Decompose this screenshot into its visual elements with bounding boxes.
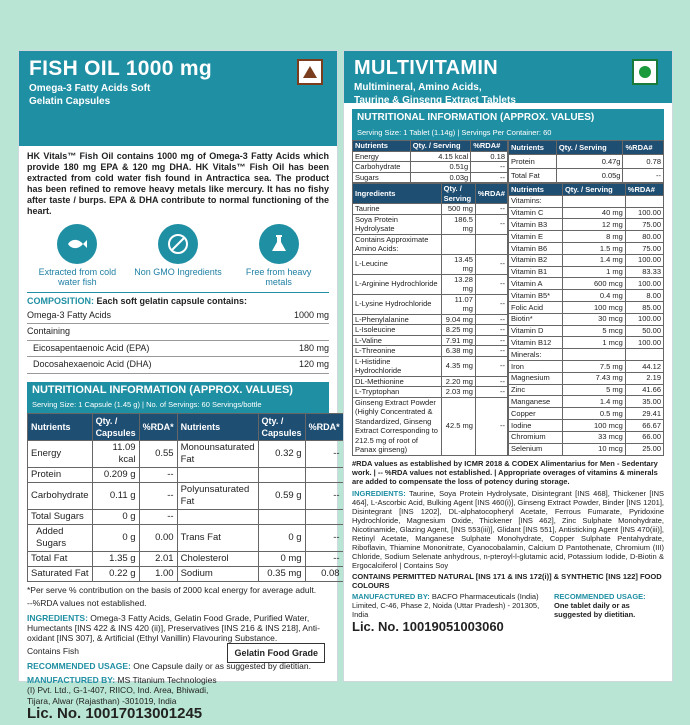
table-cell: 0.55 <box>139 440 177 467</box>
table-row <box>509 419 664 431</box>
table-row <box>509 313 664 325</box>
table-cell: Vitamin C <box>509 207 563 219</box>
table-cell: -- <box>475 346 507 357</box>
table-cell: 0 g <box>258 524 305 551</box>
table-cell <box>258 467 305 482</box>
fish-oil-serving-info: Serving Size: 1 Capsule (1.45 g) | No. of Servings: 60 Servings/bottle <box>27 399 329 413</box>
table-cell: 4.15 kcal <box>410 151 470 162</box>
table-cell: Sodium <box>177 566 258 581</box>
table-cell: Magnesium <box>509 372 563 384</box>
table-cell: Energy <box>353 151 411 162</box>
table-row <box>509 396 664 408</box>
table-cell: 0.59 g <box>258 482 305 509</box>
table-cell: 0.11 g <box>92 482 139 509</box>
table-cell: -- <box>475 335 507 346</box>
fish-oil-manufacturer: MANUFACTURED BY: MS Titanium Technologies (I) Pvt. Ltd., G-1-407, RIICO, Ind. Area, Bhiwadi, Tijara, Alwar (Rajasthan) -301019, India <box>27 674 217 706</box>
table-row <box>509 254 664 266</box>
table-cell: Vitamin B2 <box>509 254 563 266</box>
table-row <box>509 169 664 183</box>
table-cell: -- <box>475 356 507 376</box>
table-row <box>509 337 664 349</box>
table-cell: 0.4 mg <box>562 290 625 302</box>
table-cell: 35.00 <box>625 396 663 408</box>
table-cell: 12 mg <box>562 219 625 231</box>
multivitamin-panel <box>343 50 673 682</box>
table-cell: Total Fat <box>28 551 93 566</box>
multivitamin-top-table: Nutrients Qty. / Serving %RDA# Energy 4.15 kcal 0.18 Carbohydrate 0.51g -- Sugars 0.03g -- Nutrients Qty. / Serving %RDA# Protein 0.47g 0.78 Total Fat 0.05g -- <box>352 140 664 183</box>
multivitamin-title: MULTIVITAMIN <box>354 57 498 79</box>
table-row <box>28 482 344 509</box>
table-cell <box>177 467 258 482</box>
table-cell: L-Valine <box>353 335 442 346</box>
table-cell: Vitamin B5* <box>509 290 563 302</box>
table-cell: Chromium <box>509 431 563 443</box>
table-cell: 0.00 <box>139 524 177 551</box>
fish-oil-intro: HK Vitals™ Fish Oil contains 1000 mg of Omega-3 Fatty Acids which provide 180 mg EPA & 120 mg DHA. HK Vitals™ Fish Oil has been extracted from cold water fish found in Antractica sea. The product has been refined to remove heavy metals like mercury. It has no fishy after taste / burps. EPA & DHA contribute to normal functioning of the heart. <box>27 151 329 216</box>
feature-label: Free from heavy metals <box>245 267 312 287</box>
table-cell: -- <box>305 551 343 566</box>
table-row <box>353 314 508 325</box>
table-row <box>353 151 508 162</box>
table-cell: Added Sugars <box>28 524 93 551</box>
table-cell: Selenium <box>509 443 563 455</box>
table-row <box>509 349 664 361</box>
feature-heavy-metals <box>235 224 323 287</box>
table-cell: -- <box>475 325 507 336</box>
table-cell: Contains Approximate Amino Acids: <box>353 234 442 254</box>
table-row <box>353 234 508 254</box>
table-cell <box>562 349 625 361</box>
table-cell <box>475 234 507 254</box>
table-cell: -- <box>475 387 507 398</box>
multivitamin-colours: CONTAINS PERMITTED NATURAL [INS 171 & INS 172(i)] & SYNTHETIC [INS 122] FOOD COLOURS <box>352 571 662 590</box>
table-cell: 1.35 g <box>92 551 139 566</box>
table-row <box>353 356 508 376</box>
table-cell: 0.209 g <box>92 467 139 482</box>
multivitamin-subtitle-2: Taurine & Ginseng Extract Tablets <box>354 95 516 106</box>
table-row <box>353 254 508 274</box>
table-cell: DL-Methionine <box>353 376 442 387</box>
table-cell: 100.00 <box>625 278 663 290</box>
table-cell: 6.38 mg <box>441 346 475 357</box>
rda-note: *Per serve % contribution on the basis of 2000 kcal energy for average adult. <box>27 584 317 595</box>
table-row <box>509 207 664 219</box>
table-cell: 9.04 mg <box>441 314 475 325</box>
table-cell: 0.78 <box>623 155 664 169</box>
table-cell: 5 mcg <box>562 325 625 337</box>
table-cell: -- <box>623 169 664 183</box>
table-cell: Vitamin B6 <box>509 242 563 254</box>
table-row <box>509 384 664 396</box>
table-cell: 100 mcg <box>562 419 625 431</box>
table-cell: 11.09 kcal <box>92 440 139 467</box>
table-cell <box>625 195 663 207</box>
feature-cold-water <box>33 224 121 287</box>
table-row <box>28 524 344 551</box>
table-cell: -- <box>475 397 507 455</box>
table-cell: 0 g <box>92 509 139 524</box>
table-cell: 100.00 <box>625 207 663 219</box>
multivitamin-main-table: Ingredients Qty. / Serving %RDA# Taurine 500 mg -- Soya Protein Hydrolysate 186.5 mg -- Contains Approximate Amino Acids: L-Leucine 13.45 mg -- L-Arginine Hydrochloride 13.28 mg -- L-Lysine Hydrochloride 11.07 mg -- L-Phenylalanine 9.04 mg -- L-Isoleucine 8.25 mg -- L-Valine 7.91 mg -- L-Threonine 6.38 mg -- L-Histidine Hydrochloride 4.35 mg -- DL-Methionine 2.20 mg -- L-Tryptophan 2.03 mg -- Ginseng Extract Powder (Highly Concentrated & Standardized, Ginseng Extract Corresponding to 212.5 mg of root of Panax ginseng) 42.5 mg -- Nutrients Qty. / Serving %RDA# Vitamins: Vitamin C 40 mg 100.00 Vitamin B3 12 mg 75.00 Vitamin E 8 mg 80.00 Vitamin B6 1.5 mg 75.00 Vitamin B2 1.4 mg 100.00 Vitamin B1 1 mg 83.33 Vitamin A 600 mcg 100.00 Vitamin B5* 0.4 mg 8.00 Folic Acid 100 mcg 85.00 Biotin* 30 mcg 100.00 Vitamin D 5 mcg 50.00 Vitamin B12 1 mcg 100.00 Minerals: Iron 7.5 mg 44.12 Magnesium 7.43 mg 2.19 Zinc 5 mg 41.66 Manganese 1.4 mg 35.00 Copper 0.5 mg 29.41 Iodine 100 mcg 66.67 Chromium 33 mcg 66.00 Selenium 10 mcg 25.00 <box>352 183 664 456</box>
table-cell: 7.43 mg <box>562 372 625 384</box>
table-row <box>509 278 664 290</box>
table-cell: L-Lysine Hydrochloride <box>353 294 442 314</box>
fish-oil-contains: Contains Fish <box>27 645 79 656</box>
table-cell: Vitamins: <box>509 195 563 207</box>
table-row <box>509 266 664 278</box>
table-row <box>28 467 344 482</box>
table-cell: -- <box>305 440 343 467</box>
table-cell: 13.45 mg <box>441 254 475 274</box>
table-cell: 40 mg <box>562 207 625 219</box>
table-cell: 2.03 mg <box>441 387 475 398</box>
table-row <box>353 387 508 398</box>
table-cell: 0 g <box>92 524 139 551</box>
table-cell: Total Fat <box>509 169 557 183</box>
table-cell: 8 mg <box>562 231 625 243</box>
table-cell: Protein <box>509 155 557 169</box>
table-cell: Biotin* <box>509 313 563 325</box>
table-cell: Saturated Fat <box>28 566 93 581</box>
table-cell: 44.12 <box>625 360 663 372</box>
table-row <box>353 204 508 215</box>
composition-list <box>27 308 329 374</box>
table-cell: 85.00 <box>625 301 663 313</box>
table-cell: 4.35 mg <box>441 356 475 376</box>
table-row <box>353 274 508 294</box>
table-cell: -- <box>475 204 507 215</box>
table-cell: Folic Acid <box>509 301 563 313</box>
table-cell: Vitamin B3 <box>509 219 563 231</box>
table-row <box>509 219 664 231</box>
table-cell: L-Tryptophan <box>353 387 442 398</box>
multivitamin-nutrition-title: NUTRITIONAL INFORMATION (APPROX. VALUES) <box>352 109 664 127</box>
table-row <box>509 155 664 169</box>
table-row <box>509 325 664 337</box>
table-cell: -- <box>471 162 508 173</box>
table-cell: 83.33 <box>625 266 663 278</box>
rda-note-2: --%RDA values not established. <box>27 597 147 608</box>
fish-oil-subtitle-1: Omega-3 Fatty Acids Soft <box>29 83 151 94</box>
table-cell: -- <box>475 274 507 294</box>
table-cell: 41.66 <box>625 384 663 396</box>
table-row <box>353 397 508 455</box>
table-cell: 500 mg <box>441 204 475 215</box>
table-cell: 11.07 mg <box>441 294 475 314</box>
table-cell: L-Isoleucine <box>353 325 442 336</box>
table-cell: 2.20 mg <box>441 376 475 387</box>
multivitamin-header <box>344 51 672 106</box>
table-cell: Carbohydrate <box>28 482 93 509</box>
composition-row: Docosahexaenoic Acid (DHA) 120 mg <box>27 357 329 374</box>
table-cell: Soya Protein Hydrolysate <box>353 214 442 234</box>
table-cell: Sugars <box>353 172 411 183</box>
table-cell: Protein <box>28 467 93 482</box>
table-cell: Vitamin A <box>509 278 563 290</box>
table-cell: -- <box>305 482 343 509</box>
table-cell: -- <box>305 524 343 551</box>
table-cell: Iron <box>509 360 563 372</box>
composition-label: COMPOSITION: <box>27 296 94 306</box>
table-cell: 1.4 mg <box>562 254 625 266</box>
table-cell: Trans Fat <box>177 524 258 551</box>
fish-oil-nutrition-title: NUTRITIONAL INFORMATION (APPROX. VALUES) <box>27 382 329 400</box>
table-cell: -- <box>475 214 507 234</box>
table-cell: 75.00 <box>625 242 663 254</box>
table-row <box>509 431 664 443</box>
gmo-icon <box>158 224 198 264</box>
table-cell: 0.18 <box>471 151 508 162</box>
table-cell: Vitamin D <box>509 325 563 337</box>
table-cell: 2.19 <box>625 372 663 384</box>
table-row <box>509 360 664 372</box>
fish-oil-license: Lic. No. 10017013001245 <box>27 705 203 722</box>
table-cell: -- <box>471 172 508 183</box>
table-row <box>28 509 344 524</box>
table-cell: 1 mg <box>562 266 625 278</box>
table-cell: 100.00 <box>625 337 663 349</box>
table-cell <box>441 234 475 254</box>
table-cell: 600 mcg <box>562 278 625 290</box>
table-row <box>353 294 508 314</box>
fish-oil-title: FISH OIL 1000 mg <box>29 57 212 80</box>
table-cell: L-Arginine Hydrochloride <box>353 274 442 294</box>
table-cell: -- <box>475 254 507 274</box>
table-cell: 8.25 mg <box>441 325 475 336</box>
table-cell: Vitamin B12 <box>509 337 563 349</box>
flask-icon <box>259 224 299 264</box>
table-cell: -- <box>475 314 507 325</box>
multivitamin-license: Lic. No. 10019051003060 <box>352 618 504 634</box>
table-cell: -- <box>139 482 177 509</box>
table-cell: 66.00 <box>625 431 663 443</box>
table-cell: Polyunsaturated Fat <box>177 482 258 509</box>
table-row <box>509 408 664 420</box>
composition-row: Omega-3 Fatty Acids 1000 mg <box>27 308 329 325</box>
table-cell: 50.00 <box>625 325 663 337</box>
table-row <box>509 372 664 384</box>
table-cell: 1 mcg <box>562 337 625 349</box>
table-cell: 186.5 mg <box>441 214 475 234</box>
feature-icons <box>27 224 329 287</box>
table-row <box>509 242 664 254</box>
table-cell: 25.00 <box>625 443 663 455</box>
table-cell: 1.5 mg <box>562 242 625 254</box>
table-cell: 13.28 mg <box>441 274 475 294</box>
fish-oil-header <box>19 51 337 146</box>
table-cell: 33 mcg <box>562 431 625 443</box>
table-row <box>28 551 344 566</box>
table-cell <box>258 509 305 524</box>
table-cell: 100.00 <box>625 254 663 266</box>
table-cell: 100.00 <box>625 313 663 325</box>
table-row <box>509 301 664 313</box>
table-cell: 2.01 <box>139 551 177 566</box>
table-cell <box>305 509 343 524</box>
table-cell: Vitamin B1 <box>509 266 563 278</box>
table-row <box>353 325 508 336</box>
fish-oil-subtitle-2: Gelatin Capsules <box>29 96 111 107</box>
table-cell: 0.51g <box>410 162 470 173</box>
fish-oil-usage: RECOMMENDED USAGE: One Capsule daily or as suggested by dietitian. <box>27 660 311 671</box>
fish-icon <box>57 224 97 264</box>
table-row <box>353 162 508 173</box>
fish-oil-panel <box>18 50 340 722</box>
table-cell: 10 mcg <box>562 443 625 455</box>
table-cell: Copper <box>509 408 563 420</box>
table-cell: 0 mg <box>258 551 305 566</box>
table-cell: Taurine <box>353 204 442 215</box>
table-cell: -- <box>475 294 507 314</box>
table-cell: 80.00 <box>625 231 663 243</box>
table-cell: L-Leucine <box>353 254 442 274</box>
table-cell: Iodine <box>509 419 563 431</box>
table-row <box>509 231 664 243</box>
table-cell: Total Sugars <box>28 509 93 524</box>
table-cell: 0.5 mg <box>562 408 625 420</box>
table-cell: 1.4 mg <box>562 396 625 408</box>
multivitamin-ingredients: INGREDIENTS: Taurine, Soya Protein Hydrolysate, Disintegrant [INS 468], Thickener [INS 464], L-Ascorbic Acid, Bulking Agent [INS 460(i)], Ginseng Extract Powder, Binder [INS 1201], Disintegrant [INS 1202], DL-alphatocopheryl Acetate, Ferrous Fumarate, Pyridoxine Hydrochloride, Magnesium Oxide, Thickener [INS 462], Zinc Sulphate Monohydrate, Nicotinamide, Glazing Agent, [INS 553(iii)], Glidant [INS 551], Antisticking Agent [INS 470(iii)], Retinyl Acetate, Manganese Sulphate Monohydrate, Copper Sulphate Pentahydrate, Riboflavin, Thiamine Mononitrate, Cyanocobalamin, Calcium D Pantothenate, Chromium (III) Chloride, Sodium Selenate anhydrous, n-pteroyl-l-glutamic acid, Potassium Iodide, D-Biotin & Ergocalciferol | Contains Soy <box>352 488 664 570</box>
fish-oil-nutrition-table: Nutrients Qty. / Capsules %RDA* Nutrients Qty. / Capsules %RDA* Energy 11.09 kcal 0.55 Monounsaturated Fat 0.32 g -- Protein 0.209 g -- Carbohydrate 0.11 g -- Polyunsaturated Fat 0.59 g -- Total Sugars 0 g -- Added Sugars 0 g 0.00 Trans Fat 0 g -- Total Fat 1.35 g 2.01 Cholesterol 0 mg -- Saturated Fat 0.22 g 1.00 Sodium 0.35 mg 0.08 <box>27 413 344 582</box>
table-cell: L-Threonine <box>353 346 442 357</box>
table-cell: Monounsaturated Fat <box>177 440 258 467</box>
table-row <box>353 376 508 387</box>
table-cell: Vitamin E <box>509 231 563 243</box>
table-cell: 0.35 mg <box>258 566 305 581</box>
table-cell: 66.67 <box>625 419 663 431</box>
table-cell: 100 mcg <box>562 301 625 313</box>
fish-oil-ingredients: INGREDIENTS: Omega-3 Fatty Acids, Gelatin Food Grade, Purified Water, Humectants [INS 422 & INS 420 (ii)], Preservatives [INS 216 & INS 218], Anti-oxidant [INS 307], & Artificial (Ethyl Vanillin) Flavouring Substance. <box>27 612 320 643</box>
multivitamin-manufacturer: MANUFACTURED BY: BACFO Pharmaceuticals (India) Limited, C-46, Phase 2, Noida (Uttar Pradesh) - 201305, India <box>352 591 540 619</box>
composition-heading <box>27 292 329 308</box>
table-cell: Ginseng Extract Powder (Highly Concentrated & Standardized, Ginseng Extract Corresponding to 212.5 mg of root of Panax ginseng) <box>353 397 442 455</box>
gelatin-badge: Gelatin Food Grade <box>227 643 325 663</box>
table-cell: 0.32 g <box>258 440 305 467</box>
table-cell: 0.22 g <box>92 566 139 581</box>
table-cell: Cholesterol <box>177 551 258 566</box>
table-cell: Carbohydrate <box>353 162 411 173</box>
table-cell: L-Histidine Hydrochloride <box>353 356 442 376</box>
veg-mark-icon <box>632 59 658 85</box>
table-cell: -- <box>139 509 177 524</box>
table-cell: 8.00 <box>625 290 663 302</box>
table-cell: 75.00 <box>625 219 663 231</box>
table-cell: Energy <box>28 440 93 467</box>
table-cell: L-Phenylalanine <box>353 314 442 325</box>
composition-text: Each soft gelatin capsule contains: <box>94 296 248 306</box>
composition-row: Containing <box>27 324 329 341</box>
table-cell <box>177 509 258 524</box>
feature-label: Extracted from cold water fish <box>38 267 117 287</box>
table-cell: 0.03g <box>410 172 470 183</box>
table-cell <box>625 349 663 361</box>
table-cell: 5 mg <box>562 384 625 396</box>
table-row <box>28 440 344 467</box>
table-cell: Manganese <box>509 396 563 408</box>
table-cell: 0.47g <box>556 155 623 169</box>
table-row <box>353 214 508 234</box>
multivitamin-serving-info: Serving Size: 1 Tablet (1.14g) | Servings Per Container: 60 <box>352 127 664 141</box>
table-row <box>509 443 664 455</box>
composition-row: Eicosapentaenoic Acid (EPA) 180 mg <box>27 341 329 358</box>
table-row <box>28 566 344 581</box>
table-row <box>353 335 508 346</box>
table-cell: 1.00 <box>139 566 177 581</box>
multivitamin-rda-note: #RDA values as established by ICMR 2018 & CODEX Alimentarius for Men - Sedentary work. | -- %RDA values not established. | Appropriate overages of vitamins & minerals are added to compensate the loss of potency during storage. <box>352 458 658 486</box>
multivitamin-usage: RECOMMENDED USAGE: One tablet daily or as suggested by dietitian. <box>554 591 646 619</box>
table-cell: 7.5 mg <box>562 360 625 372</box>
table-cell <box>562 195 625 207</box>
table-cell: Zinc <box>509 384 563 396</box>
table-row <box>509 195 664 207</box>
table-cell <box>305 467 343 482</box>
non-veg-mark-icon <box>297 59 323 85</box>
feature-non-gmo <box>134 224 222 287</box>
table-cell: Minerals: <box>509 349 563 361</box>
table-row <box>353 172 508 183</box>
table-cell: -- <box>139 467 177 482</box>
table-cell: 42.5 mg <box>441 397 475 455</box>
multivitamin-subtitle-1: Multimineral, Amino Acids, <box>354 82 482 93</box>
table-cell: -- <box>475 376 507 387</box>
feature-label: Non GMO Ingredients <box>134 267 222 277</box>
table-cell: 7.91 mg <box>441 335 475 346</box>
table-cell: 29.41 <box>625 408 663 420</box>
table-row <box>509 290 664 302</box>
table-cell: 30 mcg <box>562 313 625 325</box>
table-row <box>353 346 508 357</box>
table-cell: 0.08 <box>305 566 343 581</box>
table-cell: 0.05g <box>556 169 623 183</box>
